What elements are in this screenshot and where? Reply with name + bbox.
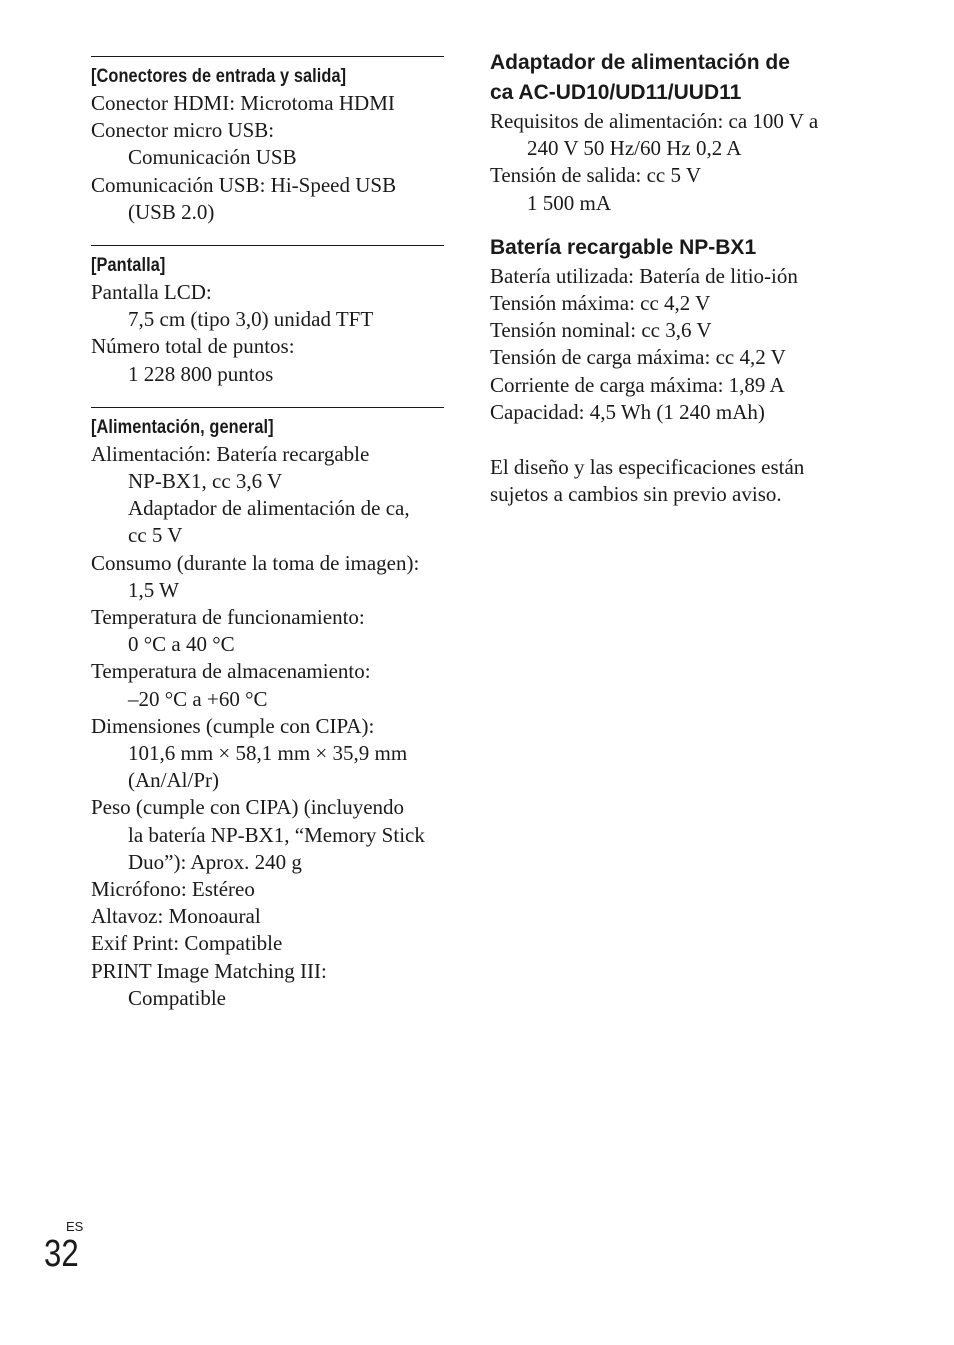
spec-line: Consumo (durante la toma de imagen): [91, 550, 420, 575]
spec-line: 1,5 W [128, 577, 179, 602]
spec-line: Tensión nominal: cc 3,6 V [490, 318, 712, 343]
spec-line: Alimentación: Batería recargable [91, 441, 370, 466]
spec-line: Adaptador de alimentación de ca, [128, 496, 410, 521]
section-battery [490, 233, 870, 426]
spec-line: PRINT Image Matching III: [91, 958, 327, 983]
section-heading: Adaptador de alimentación de [490, 51, 790, 74]
spec-line: Corriente de carga máxima: 1,89 A [490, 372, 785, 397]
spec-line: Conector micro USB: [91, 118, 275, 143]
left-column [91, 56, 444, 1012]
section-heading: [Pantalla] [91, 255, 166, 277]
spec-line: Pantalla LCD: [91, 280, 212, 305]
spec-line: la batería NP-BX1, “Memory Stick [128, 822, 425, 847]
spec-line: Tensión de carga máxima: cc 4,2 V [490, 345, 786, 370]
spec-line: Dimensiones (cumple con CIPA): [91, 713, 375, 738]
language-code: ES [66, 1219, 84, 1234]
section-connectors [91, 56, 444, 226]
section-heading: Batería recargable NP-BX1 [490, 235, 757, 259]
spec-line: Altavoz: Monoaural [91, 904, 261, 929]
spec-line: Compatible [128, 985, 226, 1010]
spec-line: Capacidad: 4,5 Wh (1 240 mAh) [490, 399, 765, 424]
section-heading: [Conectores de entrada y salida] [91, 66, 347, 87]
spec-line: (An/Al/Pr) [128, 768, 219, 793]
spec-line: 1 228 800 puntos [128, 361, 274, 386]
spec-line: 0 °C a 40 °C [128, 632, 235, 657]
spec-line: 101,6 mm × 58,1 mm × 35,9 mm [128, 741, 408, 766]
spec-line: 240 V 50 Hz/60 Hz 0,2 A [527, 136, 742, 161]
spec-line: 1 500 mA [527, 190, 611, 215]
note-line: El diseño y las especificaciones están [490, 455, 805, 480]
spec-line: Temperatura de funcionamiento: [91, 605, 365, 630]
section-display [91, 245, 444, 388]
spec-line: Tensión de salida: cc 5 V [490, 163, 702, 188]
right-column [490, 48, 870, 508]
spec-line: 7,5 cm (tipo 3,0) unidad TFT [128, 307, 374, 332]
spec-line: Conector HDMI: Microtoma HDMI [91, 91, 395, 115]
page-number: 32 [44, 1233, 79, 1275]
spec-line: Temperatura de almacenamiento: [91, 659, 371, 684]
note-line: sujetos a cambios sin previo aviso. [490, 482, 782, 507]
spec-line: Requisitos de alimentación: ca 100 V a [490, 109, 819, 133]
spec-line: (USB 2.0) [128, 199, 215, 224]
spec-line: Batería utilizada: Batería de litio-ión [490, 263, 798, 288]
spec-line: NP-BX1, cc 3,6 V [128, 469, 283, 494]
spec-line: Comunicación USB: Hi-Speed USB [91, 172, 397, 197]
spec-line: cc 5 V [128, 523, 183, 548]
spec-line: –20 °C a +60 °C [128, 686, 268, 711]
spec-line: Duo”): Aprox. 240 g [128, 849, 302, 874]
section-heading: [Alimentación, general] [91, 416, 274, 438]
spec-line: Comunicación USB [128, 145, 297, 170]
spec-line: Micrófono: Estéreo [91, 877, 255, 902]
spec-line: Exif Print: Compatible [91, 931, 283, 956]
section-ac-adaptor [490, 48, 870, 217]
spec-line: Tensión máxima: cc 4,2 V [490, 291, 711, 316]
section-power-general [91, 407, 444, 1012]
disclaimer-note [490, 454, 870, 508]
spec-line: Número total de puntos: [91, 334, 295, 359]
section-heading: ca AC-UD10/UD11/UUD11 [490, 81, 742, 104]
spec-line: Peso (cumple con CIPA) (incluyendo [91, 795, 405, 820]
